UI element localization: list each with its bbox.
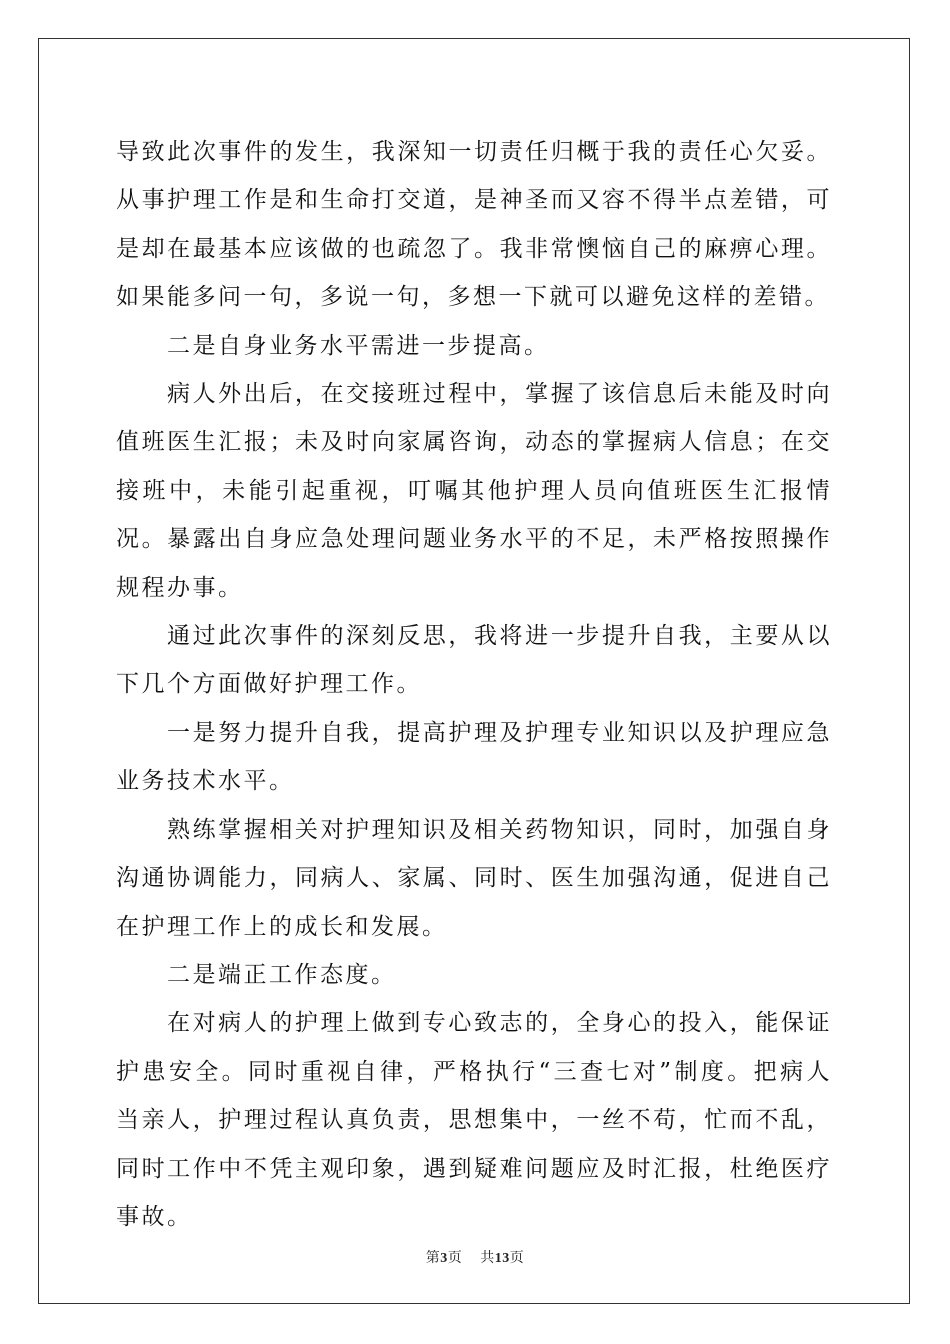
paragraph: 导致此次事件的发生，我深知一切责任归概于我的责任心欠妥。从事护理工作是和生命打交道，是神圣而又容不得半点差错，可是却在最基本应该做的也疏忽了。我非常懊恼自己的麻痹心理。如果能多问一句，多说一句，多想一下就可以避免这样的差错。 bbox=[116, 139, 832, 311]
paragraph: 熟练掌握相关对护理知识及相关药物知识，同时，加强自身沟通协调能力，同病人、家属、同时、医生加强沟通，促进自己在护理工作上的成长和发展。 bbox=[116, 816, 832, 940]
paragraph: 二是端正工作态度。 bbox=[167, 961, 397, 988]
paragraph: 在对病人的护理上做到专心致志的，全身心的投入，能保证护患安全。同时重视自律，严格执行“三查七对”制度。把病人当亲人，护理过程认真负责，思想集中，一丝不苟，忙而不乱，同时工作中不凭主观印象，遇到疑难问题应及时汇报，杜绝医疗事故。 bbox=[116, 1010, 832, 1230]
paragraph: 一是努力提升自我，提高护理及护理专业知识以及护理应急业务技术水平。 bbox=[116, 719, 832, 795]
paragraph: 二是自身业务水平需进一步提高。 bbox=[167, 332, 550, 359]
page-footer bbox=[0, 1247, 950, 1267]
total-pages-indicator: 共13页 bbox=[480, 1250, 525, 1266]
document-body bbox=[116, 128, 832, 1241]
paragraph: 通过此次事件的深刻反思，我将进一步提升自我，主要从以下几个方面做好护理工作。 bbox=[116, 623, 832, 698]
paragraph: 病人外出后，在交接班过程中，掌握了该信息后未能及时向值班医生汇报；未及时向家属咨询，动态的掌握病人信息；在交接班中，未能引起重视，叮嘱其他护理人员向值班医生汇报情况。暴露出自身应急处理问题业务水平的不足，未严格按照操作规程办事。 bbox=[116, 381, 832, 601]
current-page-number: 3 bbox=[440, 1251, 448, 1266]
total-page-count: 13 bbox=[494, 1251, 510, 1266]
page-indicator: 第3页 bbox=[425, 1250, 463, 1266]
